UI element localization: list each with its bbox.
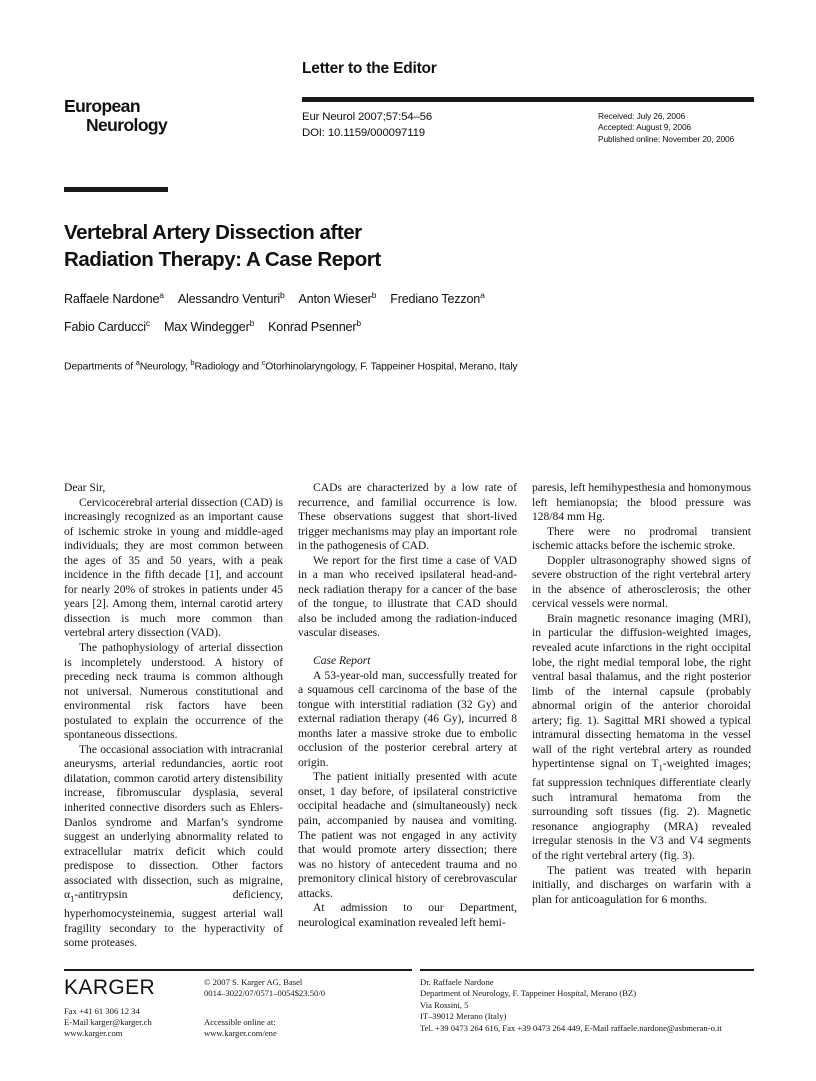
author-affiliation-marker: b xyxy=(249,318,255,329)
online-access-block xyxy=(204,1017,277,1040)
affiliation-marker: a xyxy=(135,358,140,367)
journal-reference: Eur Neurol 2007;57:54–56 xyxy=(302,111,433,123)
paragraph: Brain magnetic resonance imaging (MRI), in particular the diffusion-weighted images, revealed acute infarctions in the right occipital lobe, the right medial temporal lobe, the right ventral basal thalamus, and the right posterior limb of the internal capsule (probably abnormal origin of the anterior choroidal artery; fig. 1). Sagittal MRI showed a typical intramural dissecting hematoma in the vessel wall of the right vertebral artery as rounded hypertintense signal on $T_1$-weighted images; fat suppression techniques differentiate clearly such intramural hematoma from the surrounding soft tissues (fig. 2). Magnetic resonance angiography (MRA) revealed irregular stenosis in the V3 and V4 segments of the right vertebral artery (fig. 3). xyxy=(532,611,751,862)
paragraph: A 53-year-old man, successfully treated for a squamous cell carcinoma of the base of the tongue with interstitial radiation (32 Gy) and external radiation therapy (46 Gy), incurred 8 months later a massive stroke due to embolic occlusion of the posterior cerebral artery at origin. xyxy=(298,668,517,769)
received-date: Received: July 26, 2006 xyxy=(598,111,686,121)
publisher-website[interactable]: www.karger.com xyxy=(64,1028,123,1039)
body-column-2 xyxy=(298,481,517,930)
accepted-date: Accepted: August 9, 2006 xyxy=(598,122,692,133)
correspondence-line: IT–39012 Merano (Italy) xyxy=(420,1011,507,1022)
paragraph: The patient was treated with heparin initially, and discharges on warfarin with a plan for anticoagulation for 6 months. xyxy=(532,863,751,906)
paragraph: The occasional association with intracranial aneurysms, arterial redundancies, aortic root dilatation, common carotid artery distensibility increase, fibromuscular dysplasia, several inherited connective disorders such as Ehlers-Danlos syndrome and Marfan’s syndrome suggest an underlying abnormality related to extracellular matrix deficit which could predispose to dissection. Other factors associated with dissection, such as migraine, $\alpha_1$-antitrypsin deficiency, hyperhomocysteinemia, suggest arterial wall fragility secondary to the hyperactivity of some proteases. xyxy=(64,742,283,950)
author-affiliation-marker: c xyxy=(145,318,150,329)
accessible-online-label: Accessible online at: xyxy=(204,1017,276,1027)
paragraph: There were no prodromal transient ischemic attacks before the ischemic stroke. xyxy=(532,524,751,553)
author-name: Max Windegger$^b$ xyxy=(163,318,255,335)
doi-text: DOI: 10.1159/000097119 xyxy=(302,126,425,139)
publisher-fax: Fax +41 61 306 12 34 xyxy=(64,1006,140,1016)
correspondence-line: Via Rossini, 5 xyxy=(420,999,469,1010)
author-row xyxy=(64,311,724,339)
copyright-line: © 2007 S. Karger AG, Basel xyxy=(204,977,303,987)
author-name: Raffaele Nardone$^a$ xyxy=(64,290,164,307)
body-column-3 xyxy=(532,481,751,907)
paragraph: At admission to our Department, neurological examination revealed left hemi- xyxy=(298,901,517,929)
published-online-date: Published online: November 20, 2006 xyxy=(598,133,735,144)
salutation: Dear Sir, xyxy=(64,481,106,494)
paragraph: paresis, left hemihypesthesia and homonymous left hemianopsia; the blood pressure was 128/84 mm Hg. xyxy=(532,481,751,524)
subscript: 1 xyxy=(70,894,75,904)
author-name: Frediano Tezzon$^a$ xyxy=(390,290,485,307)
author-row xyxy=(64,283,724,311)
author-list xyxy=(64,283,724,339)
author-name: Fabio Carducci$^c$ xyxy=(64,318,150,335)
paragraph: Doppler ultrasonography showed signs of severe obstruction of the right vertebral artery in the absence of atherosclerosis; the other cervical vessels were normal. xyxy=(532,553,751,611)
author-affiliation-marker: b xyxy=(371,290,377,300)
article-type-heading: Letter to the Editor xyxy=(302,60,437,77)
journal-logo-line2: Neurology xyxy=(86,115,168,135)
affiliation-marker: b xyxy=(190,358,195,367)
author-affiliation-marker: b xyxy=(279,290,285,300)
publication-dates xyxy=(598,111,734,145)
page-title-line2: Radiation Therapy: A Case Report xyxy=(64,247,381,271)
publisher-contact xyxy=(64,1006,152,1040)
paragraph: The pathophysiology of arterial dissection is incompletely understood. A history of preceding neck trauma is common although not universal. Numerous constitutional and environmental risk factors have been postulated to explain the occurrence of the spontaneous dissections. xyxy=(64,641,283,742)
correspondence-block xyxy=(420,977,770,1034)
paragraph: Cervicocerebral arterial dissection (CAD) is increasingly recognized as an important cause of ischemic stroke in young and middle-aged individuals; they are most common between the ages of 35 and 50 years, with a peak incidence in the fifth decade [1], and account for nearly 20% of strokes in patients under 45 years [2]. Among them, internal carotid artery dissection is much more common than vertebral artery dissection (VAD). xyxy=(64,495,283,640)
footer-rule-right xyxy=(420,969,754,971)
karger-logo: KARGER xyxy=(64,976,156,999)
accessible-online-url[interactable]: www.karger.com/ene xyxy=(204,1028,277,1039)
publisher-email[interactable]: E-Mail karger@karger.ch xyxy=(64,1017,152,1028)
page-title-line1: Vertebral Artery Dissection after xyxy=(64,220,362,244)
author-affiliation-marker: a xyxy=(159,290,164,300)
body-column-1 xyxy=(64,481,283,951)
correspondence-line: Dr. Raffaele Nardone xyxy=(420,977,494,987)
author-name: Alessandro Venturi$^b$ xyxy=(177,290,285,307)
paragraph: The patient initially presented with acute onset, 1 day before, of ipsilateral constrictive occipital headache and (simultaneously) neck pain, accompanied by nausea and vomiting. The patient was not engaged in any activity that would promote artery dissection; there was no history of antecedent trauma and no premonitory clinical history of cerebrovascular attacks. xyxy=(298,770,517,900)
author-name: Anton Wieser$^b$ xyxy=(298,290,377,307)
footer-rule-left xyxy=(64,969,412,971)
paragraph: CADs are characterized by a low rate of recurrence, and familial occurrence is low. These observations suggest that short-lived trigger mechanisms may play an important role in the pathogenesis of CAD. xyxy=(298,481,517,553)
affiliation-line: Departments of $^a$Neurology, $^b$Radiology and $^c$Otorhinolaryngology, F. Tappeiner Hospital, Merano, Italy xyxy=(64,358,518,373)
author-name: Konrad Psenner$^b$ xyxy=(268,318,361,335)
copyright-block xyxy=(204,977,325,1000)
journal-logo xyxy=(64,97,264,135)
paragraph: We report for the first time a case of VAD in a man who received ipsilateral head-and-neck radiation therapy for a cancer of the base of the tongue, to illustrate that CAD should also be included among the radiation-induced vascular diseases. xyxy=(298,553,517,640)
page-title xyxy=(64,219,684,273)
header-rule xyxy=(302,97,754,102)
journal-logo-line1: European xyxy=(64,96,140,116)
correspondence-line: Department of Neurology, F. Tappeiner Hospital, Merano (BZ) xyxy=(420,988,637,999)
affiliation-marker: c xyxy=(261,358,266,367)
issn-pricing-line: 0014–3022/07/0571–0054$23.50/0 xyxy=(204,988,326,999)
author-affiliation-marker: a xyxy=(480,290,485,300)
journal-citation xyxy=(302,110,432,141)
correspondence-line: Tel. +39 0473 264 616, Fax +39 0473 264 449, E-Mail raffaele.nardone@asbmeran-o.it xyxy=(420,1022,722,1033)
author-affiliation-marker: b xyxy=(356,318,361,329)
subscript: 1 xyxy=(658,763,663,773)
section-heading-case-report: Case Report xyxy=(313,654,371,668)
title-rule xyxy=(64,187,168,192)
